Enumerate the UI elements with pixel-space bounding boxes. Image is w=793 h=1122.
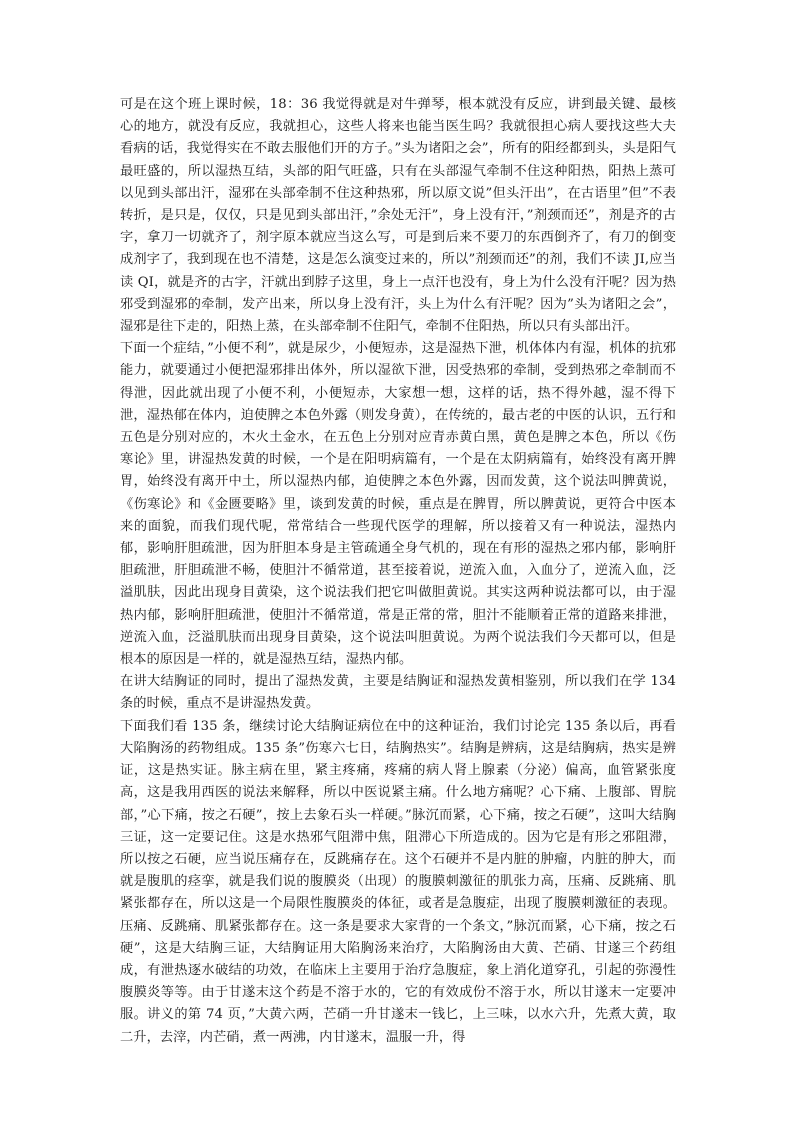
paragraph-article-135: 下面我们看 135 条，继续讨论大结胸证病位在中的这种证治，我们讨论完 135 条以后，再看大陷胸汤的药物组成。135 条”伤寒六七日，结胸热实”。结胸是辨病，这是结胸病，热实是辨证，这是热实证。脉主病在里，紧主疼痛，疼痛的病人肾上腺素（分泌）偏高，血管紧张度高，这是我用西医的说法来解释，所以中医说紧主痛。什么地方痛呢？心下痛、上腹部、胃脘部，”心下痛，按之石硬”，按上去象石头一样硬。”脉沉而紧，心下痛，按之石硬”，这叫大结胸三证，这一定要记住。这是水热邪气阻滞中焦，阻滞心下所造成的。因为它是有形之邪阻滞，所以按之石硬，应当说压痛存在，反跳痛存在。这个石硬并不是内脏的肿瘤，内脏的肿大，而就是腹肌的痉挛，就是我们说的腹膜炎（出现）的腹膜刺激征的肌张力高，压痛、反跳痛、肌紧张都存在，所以这是一个局限性腹膜炎的体征，或者是急腹症，出现了腹膜刺激征的表现。压痛、反跳痛、肌紧张都存在。这一条是要求大家背的一个条文，”脉沉而紧，心下痛，按之石硬”，这是大结胸三证，大结胸证用大陷胸汤来治疗，大陷胸汤由大黄、芒硝、甘遂三个药组成，有泄热逐水破结的功效，在临床上主要用于治疗急腹症，象上消化道穿孔，引起的弥漫性腹膜炎等等。由于甘遂末这个药是不溶于水的，它的有效成份不溶于水，所以甘遂末一定要冲服。讲义的第 74 页，”大黄六两，芒硝一升甘遂末一钱匕，上三味，以水六升，先煮大黄，取二升，去滓，内芒硝，煮一两沸，内甘遂末，温服一升，得 [120,718,676,1045]
paragraph-head-sweat: 可是在这个班上课时候，18：36 我觉得就是对牛弹琴，根本就没有反应，讲到最关键、最核心的地方，就没有反应，我就担心，这些人将来也能当医生吗？我就很担心病人要找这些大夫看病的话，我觉得实在不敢去服他们开的方子。”头为诸阳之会”，所有的阳经都到头，头是阳气最旺盛的，所以湿热互结，头部的阳气旺盛，只有在头部湿气牵制不住这种阳热，阳热上蒸可以见到头部出汗，湿邪在头部牵制不住这种热邪，所以原文说”但头汗出”，在古语里”但”不表转折，是只是，仅仅，只是见到头部出汗，”余处无汗”，身上没有汗，”剂颈而还”，剂是齐的古字，拿刀一切就齐了，剂字原本就应当这么写，可是到后来不要刀的东西倒齐了，有刀的倒变成剂字了，我到现在也不清楚，这是怎么演变过来的，所以”剂颈而还”的剂，我们不读 JI,应当读 QI，就是齐的古字，汗就出到脖子这里，身上一点汗也没有，身上为什么没有汗呢？因为热邪受到湿邪的牵制，发产出来，所以身上没有汗，头上为什么有汗呢？因为”头为诸阳之会”，湿邪是往下走的，阳热上蒸，在头部牵制不住阳气，牵制不住阳热，所以只有头部出汗。 [120,97,676,335]
document-page [120,94,676,1049]
paragraph-jaundice: 下面一个症结，”小便不利”，就是尿少，小便短赤，这是湿热下泄，机体体内有湿，机体的抗邪能力，就要通过小便把湿邪排出体外，所以湿欲下泄，因受热邪的牵制，受到热邪之牵制而不得泄，因此就出现了小便不利，小便短赤，大家想一想，这样的话，热不得外越，湿不得下泄，湿热郁在体内，迫使脾之本色外露（则发身黄），在传统的，最古老的中医的认识，五行和五色是分别对应的，木火土金水，在五色上分别对应青赤黄白黑，黄色是脾之本色，所以《伤寒论》里，讲湿热发黄的时候，一个是在阳明病篇有，一个是在太阴病篇有，始终没有离开脾胃，始终没有离开中土，所以湿热内郁，迫使脾之本色外露，因而发黄，这个说法叫脾黄说，《伤寒论》和《金匮要略》里，谈到发黄的时候，重点是在脾胃，所以脾黄说，更符合中医本来的面貌，而我们现代呢，常常结合一些现代医学的理解，所以接着又有一种说法，湿热内郁，影响肝胆疏泄，因为肝胆本身是主管疏通全身气机的，现在有形的湿热之邪内郁，影响肝胆疏泄，肝胆疏泄不畅，使胆汁不循常道，甚至接着说，逆流入血，入血分了，逆流入血，泛溢肌肤，因此出现身目黄染，这个说法我们把它叫做胆黄说。其实这两种说法都可以，由于湿热内郁，影响肝胆疏泄，使胆汁不循常道，常是正常的常，胆汁不能顺着正常的道路来排泄，逆流入血，泛溢肌肤而出现身目黄染，这个说法叫胆黄说。为两个说法我们今天都可以，但是根本的原因是一样的，就是湿热互结，湿热内郁。 [120,341,676,668]
paragraph-article-134: 在讲大结胸证的同时，提出了湿热发黄，主要是结胸证和湿热发黄相鉴别，所以我们在学 134 条的时候，重点不是讲湿热发黄。 [120,674,676,712]
